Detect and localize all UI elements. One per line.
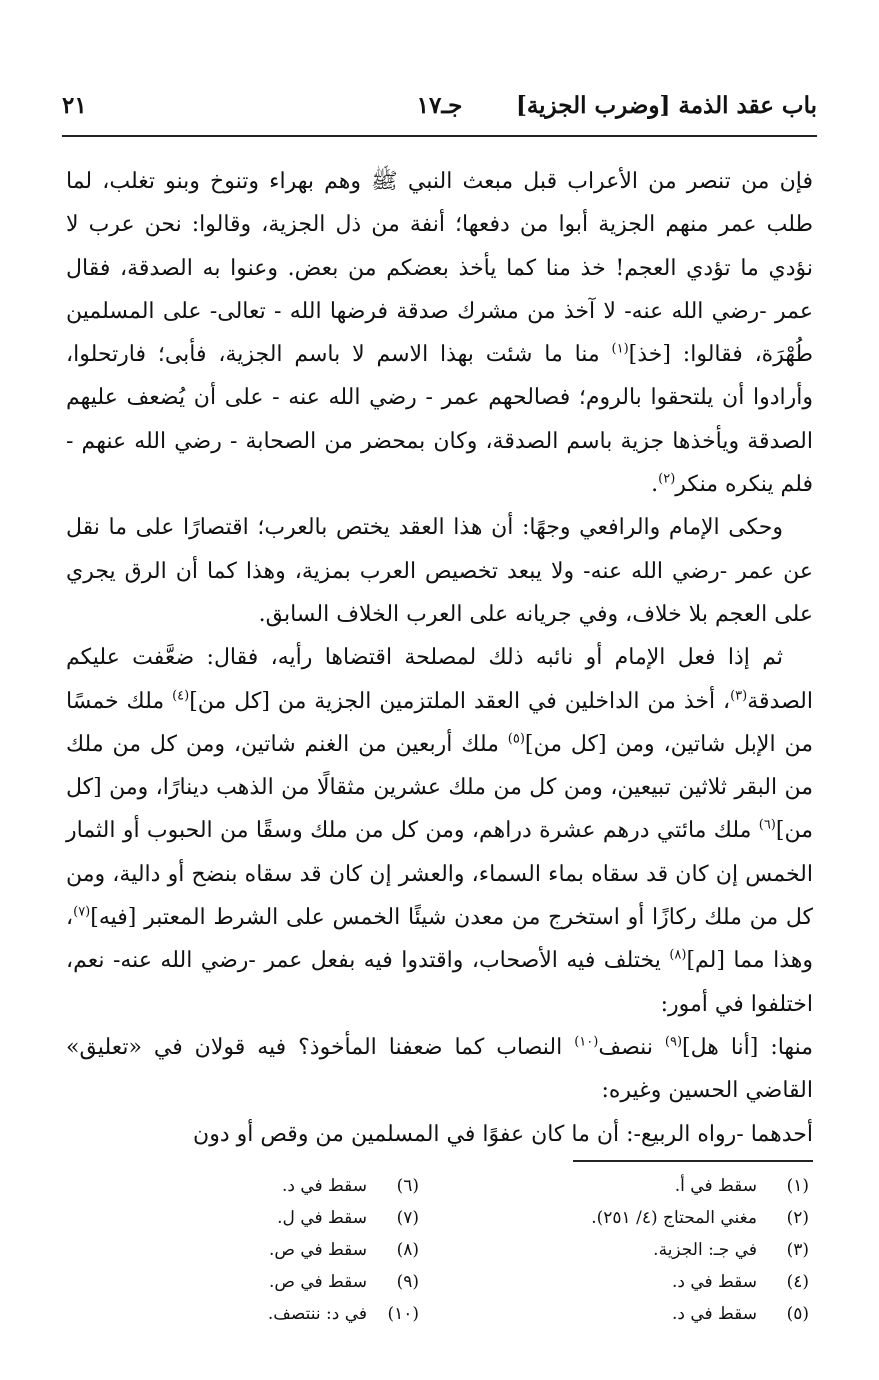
text-run: ، وهذا مما [لم] — [66, 905, 814, 974]
paragraph — [66, 1113, 813, 1156]
footnote-marker: (٨) — [669, 948, 687, 964]
footnote-text: سقط في د. — [671, 1272, 757, 1292]
footnote — [159, 1266, 419, 1298]
footnote-text: سقط في أ. — [674, 1176, 757, 1196]
footnote-number: (٥) — [786, 1304, 809, 1324]
footnote-text: سقط في د. — [671, 1304, 757, 1324]
footnote-marker: (٢) — [658, 471, 676, 487]
page-number: ٢١ — [62, 92, 87, 119]
paragraph — [66, 636, 813, 1026]
footnote-text: سقط في ص. — [268, 1240, 367, 1260]
footnote-text: سقط في د. — [281, 1176, 367, 1196]
footnote-marker: (٣) — [730, 688, 748, 704]
text-run: ، أخذ من الداخلين في العقد الملتزمين الجزية من [كل من] — [189, 688, 731, 714]
footnote-text: في جـ: الجزية. — [653, 1240, 757, 1260]
text-run: ملك خمسًا من الإبل شاتين، ومن [كل من] — [66, 688, 813, 757]
footnote-marker: (١) — [611, 341, 629, 357]
footnotes-column-left — [159, 1170, 419, 1330]
text-run: النصاب كما ضعفنا المأخوذ؟ فيه قولان في «تعليق» القاضي الحسين وغيره: — [66, 1034, 813, 1104]
main-text — [66, 160, 813, 1156]
footnote-marker: (٥) — [507, 731, 525, 747]
footnote — [499, 1170, 809, 1202]
footnote-divider — [573, 1160, 813, 1162]
text-run: ملك مائتي درهم عشرة دراهم، ومن كل من ملك وسقًا من الحبوب أو الثمار الخمس إن كان قد سقاه بماء السماء، والعشر إن كان قد سقاه بنضح أو دالية، ومن كل من ملك ركازًا أو استخرج من معدن شيئًا الخمس على الشرط المعتبر [فيه] — [66, 818, 813, 931]
footnote-number: (١٠) — [387, 1304, 419, 1324]
footnote — [499, 1202, 809, 1234]
footnote — [159, 1234, 419, 1266]
footnote — [499, 1234, 809, 1266]
footnote-number: (٣) — [786, 1240, 809, 1260]
footnote-marker: (٤) — [172, 688, 190, 704]
chapter-title: باب عقد الذمة [وضرب الجزية] — [515, 92, 817, 119]
paragraph — [66, 160, 813, 506]
text-run: أحدهما -رواه الربيع-: أن ما كان عفوًا في المسلمين من وقص أو دون — [193, 1121, 813, 1147]
footnote — [159, 1170, 419, 1202]
header-divider — [62, 135, 817, 137]
text-run: وحكى الإمام والرافعي وجهًا: أن هذا العقد يختص بالعرب؛ اقتصارًا على ما نقل عن عمر -رضي الله عنه- ولا يبعد تخصيص العرب بمزية، وهذا كما أن الرق يجري على العجم بلا خلاف، وفي جريانه على العرب الخلاف السابق. — [66, 515, 813, 627]
running-header — [62, 88, 817, 128]
footnote-number: (٧) — [396, 1208, 419, 1228]
footnote-marker: (٩) — [664, 1034, 683, 1050]
text-run: فإن من تنصر من الأعراب قبل مبعث النبي ﷺ وهم بهراء وتنوخ وبنو تغلب، لما طلب عمر منهم الجزية أبوا من دفعها؛ أنفة من ذل الجزية، وقالوا: نحن عرب لا نؤدي ما تؤدي العجم! خذ منا كما يأخذ بعضكم من بعض. وعنوا به الصدقة، فقال عمر -رضي الله عنه- لا آخذ من مشرك صدقة فرضها الله - تعالى- على المسلمين طُهْرَة، فقالوا: [خذ] — [66, 169, 813, 368]
text-run: يختلف فيه الأصحاب، واقتدوا فيه بفعل عمر -رضي الله عنه- نعم، اختلفوا في أمور: — [66, 948, 813, 1017]
volume-label: جـ١٧ — [416, 92, 463, 119]
footnote-number: (٩) — [396, 1272, 419, 1292]
footnote — [159, 1298, 419, 1330]
footnote-marker: (٧) — [73, 904, 91, 920]
footnote-number: (١) — [786, 1176, 809, 1196]
footnotes-column-right — [499, 1170, 809, 1330]
footnote-marker: (١٠) — [574, 1034, 599, 1050]
text-run: ثم إذا فعل الإمام أو نائبه ذلك لمصلحة اقتضاها رأيه، فقال: ضعَّفت عليكم الصدقة — [66, 645, 813, 714]
text-run: . — [651, 472, 659, 498]
text-run: منها: [أنا هل] — [682, 1034, 813, 1060]
paragraph — [66, 506, 813, 636]
footnote-number: (٤) — [786, 1272, 809, 1292]
paragraph — [66, 1026, 813, 1113]
footnote — [499, 1266, 809, 1298]
footnote — [159, 1202, 419, 1234]
footnote-text: في د: ننتصف. — [267, 1304, 367, 1324]
footnote-number: (٢) — [786, 1208, 809, 1228]
footnote-marker: (٦) — [758, 818, 776, 834]
footnote-number: (٦) — [396, 1176, 419, 1196]
footnote-text: مغني المحتاج (٤/ ٢٥١). — [591, 1208, 757, 1228]
text-run: منا ما شئت بهذا الاسم لا باسم الجزية، فأبى؛ فارتحلوا، وأرادوا أن يلتحقوا بالروم؛ فصالحهم عمر - رضي الله عنه - على أن يُضعف عليهم الصدقة ويأخذها جزية باسم الصدقة، وكان بمحضر من الصحابة - رضي الله عنهم - فلم ينكره منكر — [66, 342, 813, 498]
footnote — [499, 1298, 809, 1330]
text-run: ملك أربعين من الغنم شاتين، ومن كل من ملك من البقر ثلاثين تبيعين، ومن كل من ملك عشرين مثقالًا من الذهب دينارًا، ومن [كل من] — [66, 731, 813, 844]
text-run: ننصف — [598, 1034, 665, 1060]
footnote-text: سقط في ل. — [277, 1208, 367, 1228]
footnote-text: سقط في ص. — [268, 1272, 367, 1292]
footnote-number: (٨) — [396, 1240, 419, 1260]
